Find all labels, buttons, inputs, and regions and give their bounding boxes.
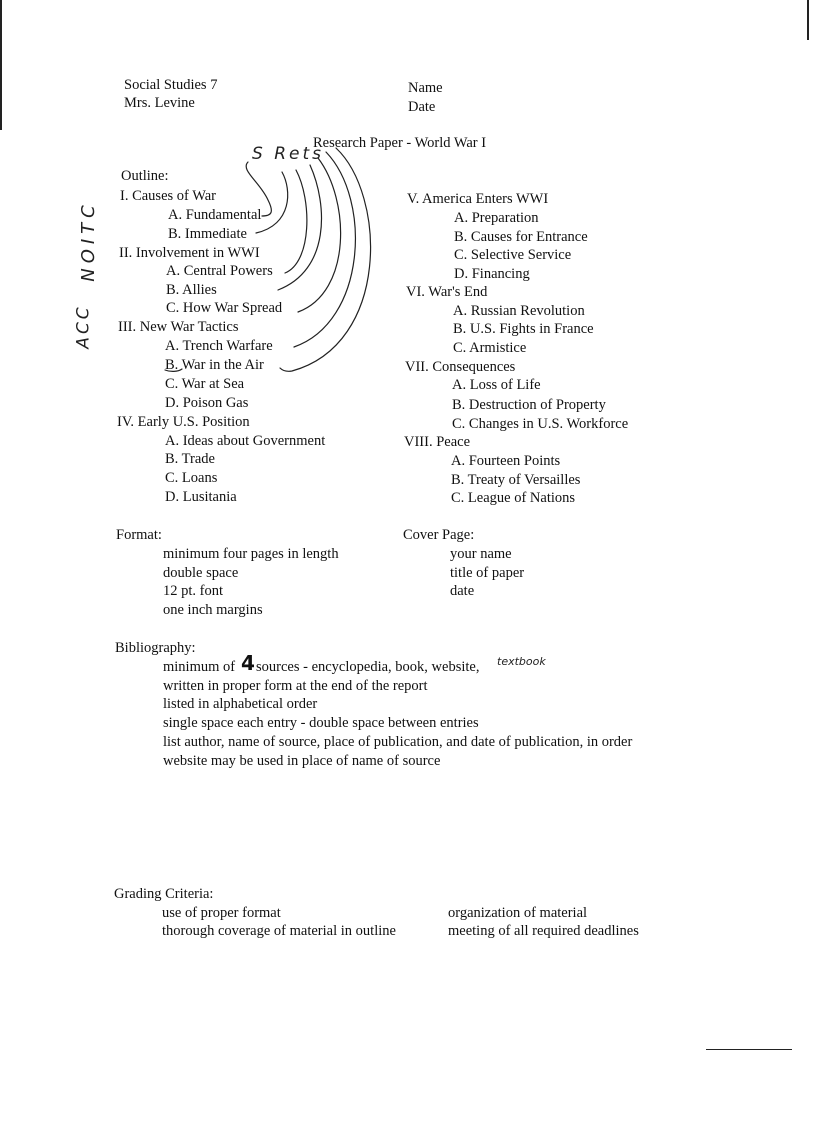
grading-item: use of proper format [162, 905, 281, 921]
scan-margin-mark [706, 1049, 792, 1050]
name-field-label: Name [408, 80, 443, 96]
outline-item: C. League of Nations [451, 490, 576, 506]
date-field-label: Date [408, 99, 436, 115]
outline-section-title: IV. Early U.S. Position [117, 414, 250, 430]
bibliography-heading: Bibliography: [115, 640, 196, 656]
outline-item: B. Trade [165, 451, 215, 467]
outline-item: D. Financing [454, 266, 530, 282]
outline-item: C. Selective Service [454, 247, 572, 263]
cover-page-item: title of paper [450, 565, 525, 581]
outline-item: A. Loss of Life [452, 377, 541, 393]
outline-item: A. Russian Revolution [453, 303, 585, 319]
outline-section-title: V. America Enters WWI [407, 191, 549, 207]
outline-section-title: II. Involvement in WWI [119, 245, 260, 261]
outline-item: A. Trench Warfare [165, 338, 273, 354]
handwritten-added-source: textbook [497, 655, 546, 668]
format-item: minimum four pages in length [163, 546, 339, 562]
outline-item: A. Fourteen Points [451, 453, 561, 469]
outline-section-title: VII. Consequences [405, 359, 516, 375]
handwritten-bracket-note: S Rets [252, 144, 324, 164]
grading-item: meeting of all required deadlines [448, 923, 639, 939]
course-label: Social Studies 7 [124, 77, 218, 93]
outline-item: B. Allies [166, 282, 217, 298]
outline-item: A. Preparation [454, 210, 539, 226]
outline-item: D. Poison Gas [165, 395, 249, 411]
handwritten-side-note: NOITC [77, 200, 99, 282]
handwritten-number: 4 [241, 651, 255, 675]
outline-item: B. Treaty of Versailles [451, 472, 581, 488]
outline-item: C. Changes in U.S. Workforce [452, 416, 629, 432]
bibliography-item: website may be used in place of name of source [163, 753, 441, 769]
outline-item: B. Causes for Entrance [454, 229, 588, 245]
grading-item: thorough coverage of material in outline [162, 923, 396, 939]
scan-edge-line [0, 0, 2, 130]
format-heading: Format: [116, 527, 162, 543]
format-item: one inch margins [163, 602, 263, 618]
outline-item: C. Armistice [453, 340, 527, 356]
bibliography-item-prefix: minimum of [163, 659, 236, 675]
outline-item: B. War in the Air [165, 357, 264, 373]
cover-page-item: date [450, 583, 475, 599]
outline-item: B. Destruction of Property [452, 397, 606, 413]
format-item: 12 pt. font [163, 583, 224, 599]
outline-item: B. U.S. Fights in France [453, 321, 594, 337]
outline-section-title: VI. War's End [406, 284, 488, 300]
grading-heading: Grading Criteria: [114, 886, 214, 902]
grading-item: organization of material [448, 905, 588, 921]
outline-item: C. Loans [165, 470, 218, 486]
teacher-label: Mrs. Levine [124, 95, 195, 111]
bibliography-item: single space each entry - double space between entries [163, 715, 479, 731]
outline-item: A. Ideas about Government [165, 433, 326, 449]
page-title: Research Paper - World War I [313, 135, 487, 151]
outline-item: C. War at Sea [165, 376, 245, 392]
outline-section-title: VIII. Peace [404, 434, 471, 450]
bibliography-item-rest: sources - encyclopedia, book, website, [256, 659, 480, 675]
cover-page-heading: Cover Page: [403, 527, 475, 543]
outline-section-title: I. Causes of War [120, 188, 217, 204]
outline-section-title: III. New War Tactics [118, 319, 239, 335]
outline-heading: Outline: [121, 168, 169, 184]
bibliography-item: written in proper form at the end of the report [163, 678, 428, 694]
scan-edge-line-right [807, 0, 809, 40]
cover-page-item: your name [450, 546, 512, 562]
outline-item: A. Central Powers [166, 263, 273, 279]
outline-item: C. How War Spread [166, 300, 283, 316]
format-item: double space [163, 565, 239, 581]
bibliography-item: listed in alphabetical order [163, 696, 318, 712]
bibliography-item: list author, name of source, place of publication, and date of publication, in order [163, 734, 633, 750]
outline-item: B. Immediate [168, 226, 247, 242]
outline-item: A. Fundamental [168, 207, 262, 223]
outline-item: D. Lusitania [165, 489, 237, 505]
handwritten-side-note-2: ACC [73, 304, 94, 349]
